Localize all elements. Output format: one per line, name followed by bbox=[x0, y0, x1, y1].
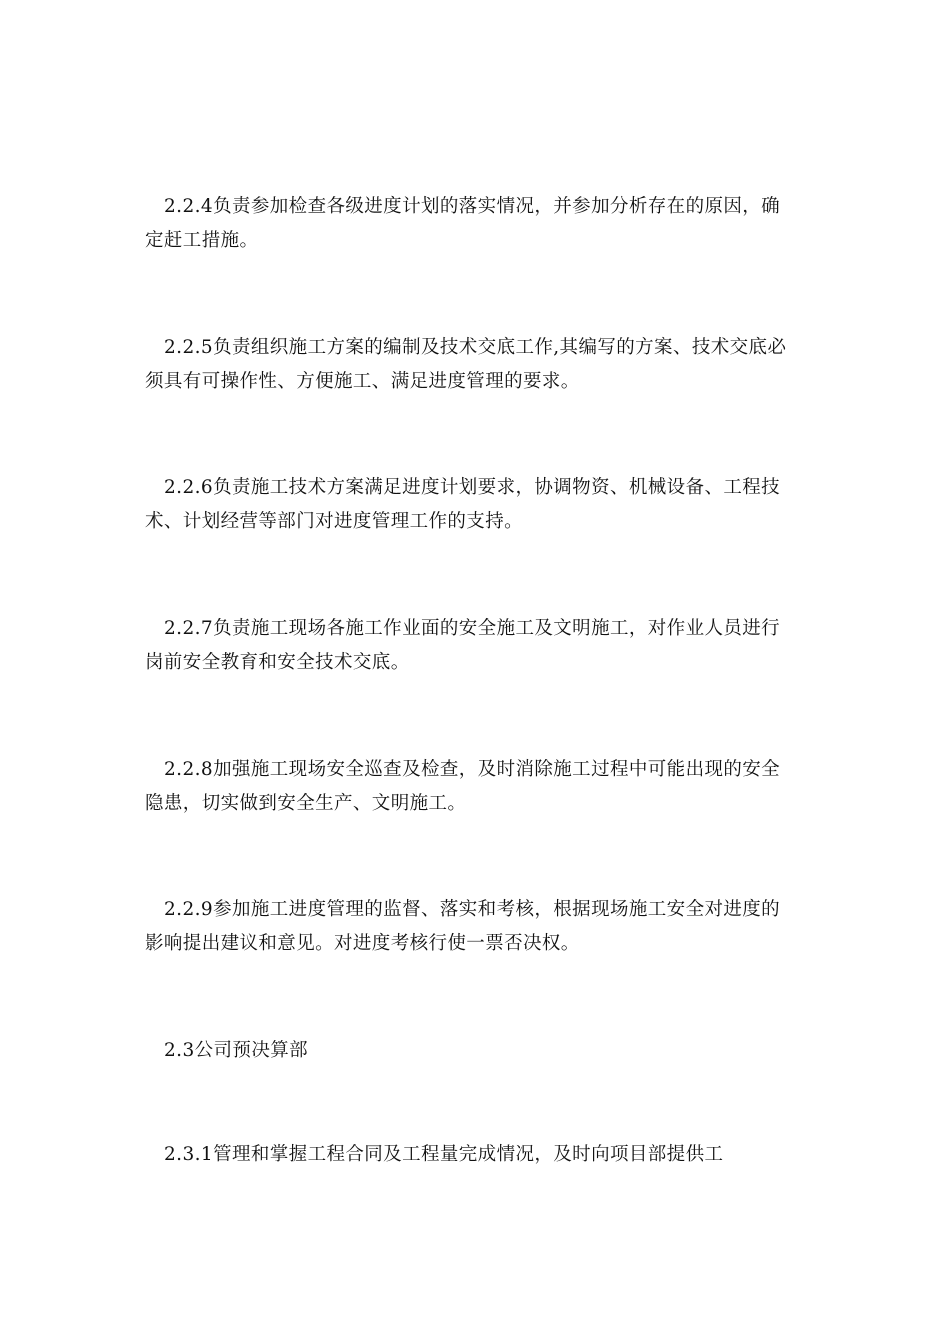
paragraph-2-2-5 bbox=[145, 331, 805, 399]
paragraph-line: 术、计划经营等部门对进度管理工作的支持。 bbox=[145, 511, 524, 532]
paragraph-line: 岗前安全教育和安全技术交底。 bbox=[145, 652, 410, 673]
paragraph-2-3-1 bbox=[145, 1138, 805, 1172]
paragraph-2-2-7 bbox=[145, 612, 805, 680]
paragraph-line: 2.2.5负责组织施工方案的编制及技术交底工作,其编写的方案、技术交底必 bbox=[164, 337, 787, 358]
paragraph-line: 影响提出建议和意见。对进度考核行使一票否决权。 bbox=[145, 933, 580, 954]
paragraph-2-2-6 bbox=[145, 471, 805, 539]
paragraph-line: 2.2.7负责施工现场各施工作业面的安全施工及文明施工，对作业人员进行 bbox=[164, 618, 781, 639]
paragraph-line: 2.3.1管理和掌握工程合同及工程量完成情况，及时向项目部提供工 bbox=[164, 1144, 724, 1165]
paragraph-line: 须具有可操作性、方便施工、满足进度管理的要求。 bbox=[145, 371, 580, 392]
paragraph-2-2-9 bbox=[145, 893, 805, 961]
paragraph-line: 2.2.9参加施工进度管理的监督、落实和考核，根据现场施工安全对进度的 bbox=[164, 899, 781, 920]
paragraph-line: 2.2.4负责参加检查各级进度计划的落实情况，并参加分析存在的原因，确 bbox=[164, 196, 781, 217]
paragraph-2-2-4 bbox=[145, 190, 805, 258]
paragraph-2-2-8 bbox=[145, 753, 805, 821]
section-heading-text: 2.3公司预决算部 bbox=[164, 1040, 309, 1061]
paragraph-line: 2.2.8加强施工现场安全巡查及检查，及时消除施工过程中可能出现的安全 bbox=[164, 759, 781, 780]
paragraph-line: 隐患，切实做到安全生产、文明施工。 bbox=[145, 793, 467, 814]
section-heading-2-3 bbox=[145, 1034, 805, 1068]
paragraph-line: 2.2.6负责施工技术方案满足进度计划要求，协调物资、机械设备、工程技 bbox=[164, 477, 781, 498]
paragraph-line: 定赶工措施。 bbox=[145, 230, 259, 251]
